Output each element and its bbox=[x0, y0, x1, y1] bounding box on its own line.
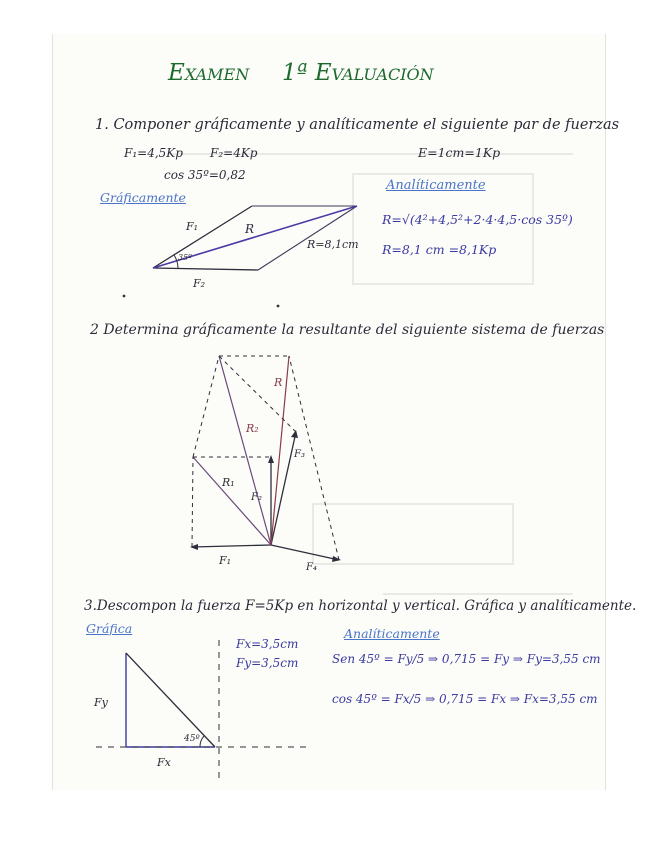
q2-prompt: 2 Determina gráficamente la resultante del siguiente sistema de fuerzas bbox=[90, 322, 605, 338]
q3-graphic-heading: Gráfica bbox=[86, 621, 133, 636]
q2-label-f2: F₂ bbox=[251, 492, 262, 503]
exam-title-word: Examen bbox=[168, 60, 250, 86]
q1-label-f1: F₁ bbox=[186, 220, 199, 233]
q3-decomposition-diagram bbox=[93, 640, 312, 778]
q2-vector-f4 bbox=[271, 545, 339, 560]
q1-cos: cos 35º=0,82 bbox=[164, 168, 246, 182]
q1-label-r: R bbox=[245, 222, 255, 236]
q1-graphic-heading: Gráficamente bbox=[100, 190, 186, 205]
q2-arrowhead-f1 bbox=[190, 544, 198, 550]
q2-label-f3: F₃ bbox=[294, 449, 305, 460]
q1-label-angle: 35º bbox=[178, 253, 192, 262]
q2-label-r1: R₁ bbox=[222, 476, 235, 489]
q3-angle-arc bbox=[200, 736, 204, 747]
q2-label-r2: R₂ bbox=[246, 422, 259, 435]
q3-label-angle: 45º bbox=[184, 734, 200, 744]
q1-label-f2: F₂ bbox=[193, 277, 206, 290]
q3-force-f bbox=[126, 653, 215, 747]
q1-parallelogram-diagram bbox=[123, 206, 359, 307]
q2-force-system-diagram bbox=[190, 356, 341, 573]
q1-f1: F₁=4,5Kp bbox=[124, 146, 183, 160]
q1-f2: F₂=4Kp bbox=[210, 146, 258, 160]
q1-analytic-heading: Analíticamente bbox=[386, 178, 486, 193]
q2-vector-f3 bbox=[271, 432, 296, 545]
q1-dot bbox=[123, 295, 126, 298]
q1-formula: R=√(4²+4,5²+2·4·4,5·cos 35º) bbox=[382, 212, 573, 227]
q2-resultant-r2 bbox=[219, 356, 271, 545]
q3-sine-equation: Sen 45º = Fy/5 ⇒ 0,715 = Fy ⇒ Fy=3,55 cm bbox=[332, 652, 601, 666]
q1-vector-f2 bbox=[153, 268, 258, 270]
q1-label-r-length: R=8,1cm bbox=[307, 238, 359, 251]
q2-arrowhead-f2 bbox=[268, 455, 274, 463]
q1-result: R=8,1 cm =8,1Kp bbox=[382, 242, 497, 257]
q2-label-r: R bbox=[274, 376, 283, 389]
q3-prompt: 3.Descompon la fuerza F=5Kp en horizontal y vertical. Gráfica y analíticamente. bbox=[84, 598, 637, 614]
q2-vector-f1 bbox=[192, 545, 271, 547]
q2-label-f4: F₄ bbox=[306, 562, 317, 573]
q1-dot bbox=[277, 305, 280, 308]
q2-construction-line bbox=[193, 356, 219, 457]
q1-prompt: 1. Componer gráficamente y analíticamente el siguiente par de fuerzas bbox=[95, 117, 620, 133]
q2-construction-line bbox=[219, 356, 296, 432]
q1-vector-f1 bbox=[153, 206, 255, 268]
exam-title-evaluation: 1ª Evaluación bbox=[282, 60, 434, 86]
q2-arrowhead-f4 bbox=[332, 556, 341, 562]
q3-cosine-equation: cos 45º = Fx/5 ⇒ 0,715 = Fx ⇒ Fx=3,55 cm bbox=[332, 692, 598, 706]
q3-fx-value: Fx=3,5cm bbox=[236, 637, 299, 651]
q2-label-f1: F₁ bbox=[219, 554, 232, 567]
q3-label-fx: Fx bbox=[157, 756, 171, 769]
q2-construction-line bbox=[192, 457, 193, 547]
q3-label-fy: Fy bbox=[94, 696, 108, 709]
q3-analytic-heading: Analíticamente bbox=[344, 626, 440, 641]
q1-scale: E=1cm=1Kp bbox=[418, 145, 501, 160]
q3-fy-value: Fy=3,5cm bbox=[236, 656, 299, 670]
